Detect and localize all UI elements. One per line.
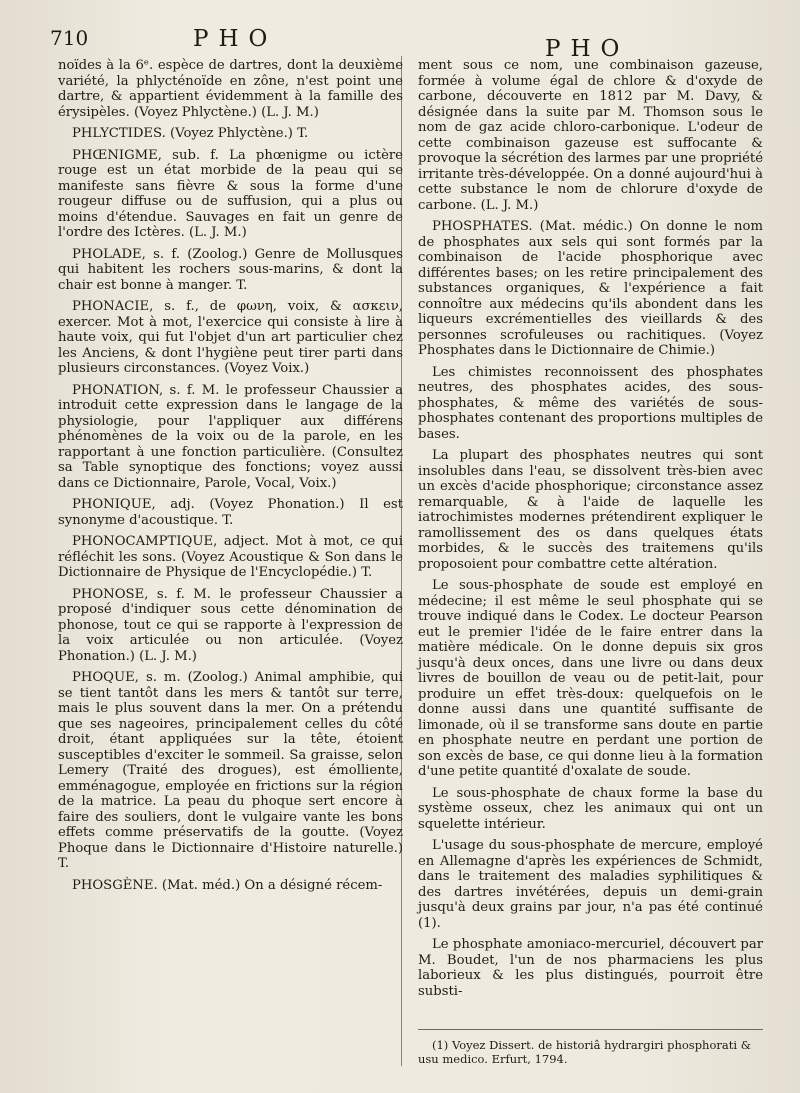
running-title-left: PHO [193, 26, 278, 52]
entry-phlyctenoides-continuation: noïdes à la 6ᵉ. espèce de dartres, dont la deuxième variété, la phlycténoïde en zône, n'est point une dartre, & appartient évidemment à la famille des érysipèles. (Voyez Phlyctène.) (L. J. M.) [58, 58, 403, 120]
paragraph-sous-phosphate-mercure: L'usage du sous-phosphate de mercure, employé en Allemagne d'après les expériences de Schmidt, dans le traitement des maladies syphilitiques & des dartres invétérées, depuis un demi-grain jusqu'à deux grains par jour, n'a pas été continué (1). [418, 838, 763, 931]
running-title-right: PHO [545, 36, 630, 62]
paragraph-phosphate-amoniaco-mercuriel: Le phosphate amoniaco-mercuriel, découvert par M. Boudet, l'un de nos pharmaciens les plus laborieux & les plus distingués, pourroit être substi- [418, 937, 763, 999]
entry-phonose: PHONOSE, s. f. M. le professeur Chaussier a proposé d'indiquer sous cette dénomination de phonose, tout ce qui se rapporte à l'expression de la voix articulée ou non articulée. (Voyez Phonation.) (L. J. M.) [58, 586, 403, 664]
entry-phonation: PHONATION, s. f. M. le professeur Chaussier a introduit cette expression dans le langage de la physiologie, pour l'appliquer aux différens phénomènes de la voix ou de la parole, en les rapportant à une fonction particulière. (Consultez sa Table synoptique des fonctions; voyez aussi dans ce Dictionnaire, Parole, Vocal, Voix.) [58, 382, 403, 491]
entry-phoque: PHOQUE, s. m. (Zoolog.) Animal amphibie, qui se tient tantôt dans les mers & tantôt sur terre, mais le plus souvent dans la mer. On a prétendu que ses nageoires, principalement celles du côté droit, étant appliquées sur la tête, étoient susceptibles d'exciter le sommeil. Sa graisse, selon Lemery (Traité des drogues), est émolliente, emménagogue, employée en frictions sur la région de la matrice. La peau du phoque sert encore à faire des souliers, dont le vulgaire vante les bons effets comme préservatifs de la goutte. (Voyez Phoque dans le Dictionnaire d'Histoire naturelle.) T. [58, 670, 403, 871]
entry-phonacie: PHONACIE, s. f., de φωνη, voix, & ασκειν, exercer. Mot à mot, l'exercice qui consiste à lire à haute voix, qui fut l'objet d'un art particulier chez les Anciens, & dont l'hygiène peut tirer parti dans plusieurs circonstances. (Voyez Voix.) [58, 299, 403, 376]
footnote: (1) Voyez Dissert. de historiâ hydrargiri phosphorati & usu medico. Erfurt, 1794. [418, 1038, 751, 1066]
footnote-rule [418, 1029, 763, 1030]
entry-phosgene-continuation: ment sous ce nom, une combinaison gazeuse, formée à volume égal de chlore & d'oxyde de carbone, découverte en 1812 par M. Davy, & désignée dans la suite par M. Thomson sous le nom de gaz acide chloro-carbonique. L'odeur de cette combinaison gazeuse est suffocante & provoque la sécrétion des larmes par une propriété irritante très-développée. On a donné aujourd'hui à cette substance le nom de chlorure d'oxyde de carbone. (L. J. M.) [418, 58, 763, 213]
paragraph-sous-phosphate-chaux: Le sous-phosphate de chaux forme la base du système osseux, chez les animaux qui ont un squelette intérieur. [418, 785, 763, 832]
paragraph-phosphates-types: Les chimistes reconnoissent des phosphates neutres, des phosphates acides, des sous-phosphates, & même des variétés de sous-phosphates contenant des proportions multiples de bases. [418, 364, 763, 442]
entry-phonocamptique: PHONOCAMPTIQUE, adject. Mot à mot, ce qui réfléchit les sons. (Voyez Acoustique & Son dans le Dictionnaire de Physique de l'Encyclopédie.) T. [58, 534, 403, 580]
entry-phlyctides: PHLYCTIDES. (Voyez Phlyctène.) T. [72, 126, 309, 141]
paragraph-sous-phosphate-soude: Le sous-phosphate de soude est employé en médecine; il est même le seul phosphate qui se trouve indiqué dans le Codex. Le docteur Pearson eut le premier l'idée de le faire entrer dans la matière médicale. On le donne depuis six gros jusqu'à deux onces, dans une livre ou dans deux livres de bouillon de veau ou de petit-lait, pour produire un effet très-doux: quelquefois on le donne aussi dans une quantité suffisante de limonade, où il se transforme sans doute en partie en phosphate neutre en perdant une portion de son excès de base, ce qui donne lieu à la formation d'une petite quantité d'oxalate de soude. [418, 578, 763, 779]
entry-phoenigme: PHŒNIGME, sub. f. La phœnigme ou ictère rouge est un état morbide de la peau qui se manifeste sans fièvre & sous la forme d'une rougeur diffuse ou de suffusion, qui a plus ou moins d'étendue. Sauvages en fait un genre de l'ordre des Ictères. (L. J. M.) [58, 147, 403, 240]
entry-pholade: PHOLADE, s. f. (Zoolog.) Genre de Mollusques qui habitent les rochers sous-marins, & dont la chair est bonne à manger. T. [58, 246, 403, 293]
right-column [418, 58, 763, 1072]
entry-phosphates: PHOSPHATES. (Mat. médic.) On donne le nom de phosphates aux sels qui sont formés par la combinaison de l'acide phosphorique avec différentes bases; on les retire principalement des substances organiques, & l'expérience a fait connoître aux médecins qu'ils abondent dans les liqueurs excrémentielles des vieillards & des personnes scrofuleuses ou rachitiques. (Voyez Phosphates dans le Dictionnaire de Chimie.) [418, 219, 763, 358]
page-number: 710 [50, 26, 89, 50]
entry-phosgene: PHOSGÈNE. (Mat. méd.) On a désigné récem- [72, 877, 383, 893]
left-column [58, 58, 403, 899]
paragraph-phosphates-neutres: La plupart des phosphates neutres qui sont insolubles dans l'eau, se dissolvent très-bien avec un excès d'acide phosphorique; circonstance assez remarquable, & à l'aide de laquelle les iatrochimistes modernes prétendirent expliquer le ramollissement des os dans quelques états morbides, & le succès des traitemens qu'ils proposoient pour combattre cette altération. [418, 448, 763, 572]
page-header [0, 26, 800, 62]
entry-phonique: PHONIQUE, adj. (Voyez Phonation.) Il est synonyme d'acoustique. T. [58, 497, 403, 528]
